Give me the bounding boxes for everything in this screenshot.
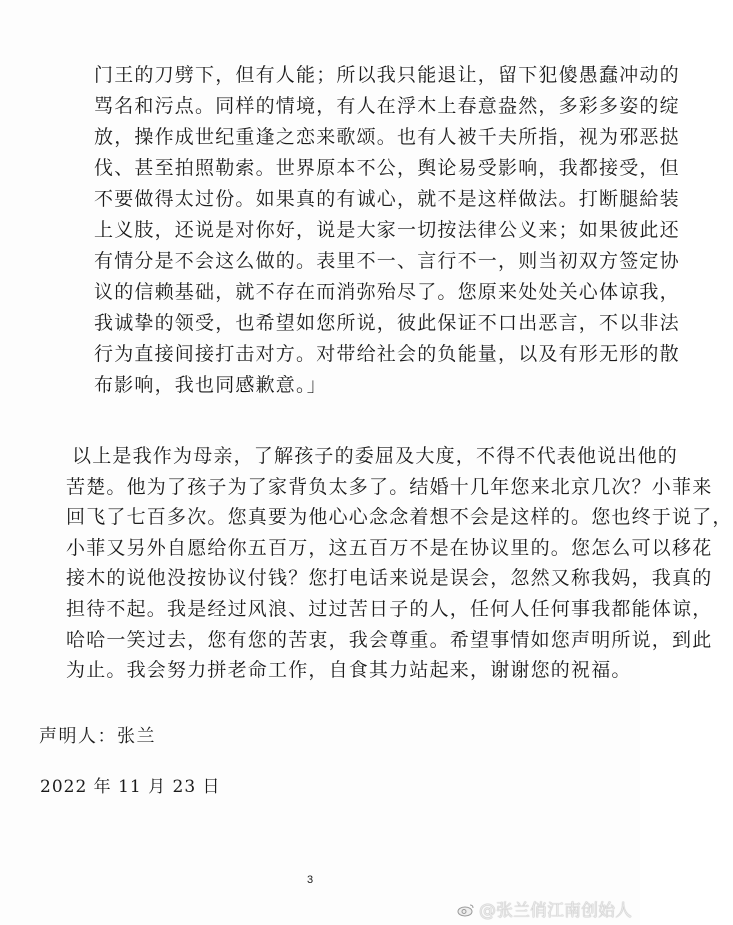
quote-block: [94, 60, 680, 401]
page-number: 3: [306, 874, 314, 886]
body-paragraph: [66, 441, 733, 686]
body-line: 回飞了七百多次。您真要为他心心念念着想不会是这样的。您也终于说了，: [66, 506, 733, 529]
body-line: 哈哈一笑过去，您有您的苦衷，我会尊重。希望事情如您声明所说，到此: [66, 628, 713, 651]
quote-line: 伐、甚至拍照勒索。世界原本不公，舆论易受影响，我都接受，但: [94, 157, 680, 179]
quote-line: 放，操作成世纪重逢之恋来歌颂。也有人被千夫所指，视为邪恶挞: [94, 126, 680, 148]
quote-line: 门王的刀劈下，但有人能；所以我只能退让，留下犯傻愚蠢冲动的: [94, 64, 680, 86]
quote-line: 不要做得太过份。如果真的有诚心，就不是这样做法。打断腿給装: [94, 188, 680, 210]
quote-line: 我诚挚的领受，也希望如您所说，彼此保证不口出恶言，不以非法: [94, 312, 680, 334]
body-line: 苦楚。他为了孩子为了家背负太多了。结婚十几年您来北京几次？小菲来: [66, 475, 713, 498]
watermark-text: @张兰俏江南创始人: [479, 901, 632, 921]
body-line: 小菲又另外自愿给你五百万，这五百万不是在协议里的。您怎么可以移花: [66, 536, 713, 559]
watermark: [457, 896, 632, 921]
body-line: 担待不起。我是经过风浪、过过苦日子的人，任何人任何事我都能体谅，: [66, 597, 713, 620]
quote-line: 有情分是不会这么做的。表里不一、言行不一，则当初双方签定协: [94, 250, 680, 272]
quote-line: 骂名和污点。同样的情境，有人在浮木上春意盎然，多彩多姿的绽: [94, 95, 680, 117]
body-line: 以上是我作为母亲，了解孩子的委屈及大度，不得不代表他说出他的: [72, 445, 679, 467]
quote-line: 议的信赖基础，就不存在而消弥殆尽了。您原来处处关心体谅我，: [94, 281, 680, 303]
quote-line: 行为直接间接打击对方。对带给社会的负能量，以及有形无形的散: [94, 343, 680, 365]
quote-line: 布影响，我也同感歉意。」: [94, 374, 327, 396]
weibo-icon: [457, 902, 475, 916]
date: 2022 年 11 月 23 日: [40, 777, 221, 797]
signature: 声明人：张兰: [39, 726, 156, 747]
body-line: 接木的说他没按协议付钱？您打电话来说是误会，忽然又称我妈，我真的: [66, 567, 713, 590]
quote-line: 上义肢，还说是对你好，说是大家一切按法律公义来；如果彼此还: [94, 219, 680, 241]
body-line: 为止。我会努力拼老命工作，自食其力站起来，谢谢您的祝福。: [66, 659, 632, 682]
